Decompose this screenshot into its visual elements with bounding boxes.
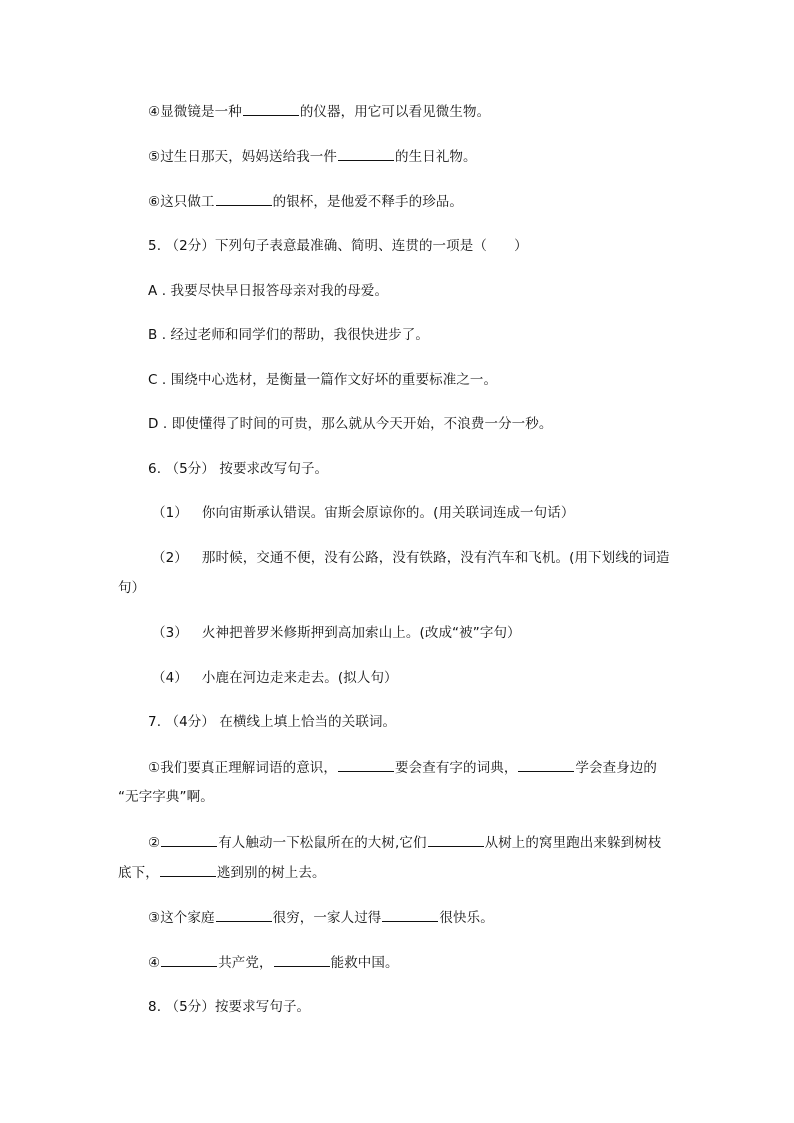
q7-item-2-c: 从树上的窝里跑出来躲到树枝: [484, 835, 662, 851]
q7-item-2-cont: [118, 862, 326, 883]
q7-item-3: [148, 907, 494, 928]
q7-item-1-b: 要会查有字的词典，: [395, 760, 518, 776]
q6-sub-2-cont: 句）: [118, 580, 146, 596]
q4-item-4-pre: ④显微镜是一种: [148, 104, 242, 120]
answer-blank[interactable]: [338, 146, 394, 161]
q6-sub-3: [152, 623, 521, 643]
answer-blank[interactable]: [518, 757, 574, 772]
q6-sub-4-text: 小鹿在河边走来走去。(拟人句）: [201, 670, 398, 686]
q6-sub-1-num: （1）: [152, 505, 188, 521]
q7-item-2: [148, 832, 661, 853]
q5-option-c[interactable]: C . 围绕中心选材，是衡量一篇作文好坏的重要标准之一。: [148, 372, 498, 388]
answer-blank[interactable]: [243, 101, 299, 116]
q7-item-3-a: ③这个家庭: [148, 910, 215, 926]
q7-item-1: [148, 757, 657, 778]
q6-sub-3-num: （3）: [152, 625, 188, 641]
q4-item-6: [148, 191, 463, 212]
q6-sub-3-text: 火神把普罗米修斯押到高加索山上。(改成“被”字句）: [201, 625, 521, 641]
q6-sub-2: [152, 548, 670, 568]
q5-option-d[interactable]: D . 即使懂得了时间的可贵，那么就从今天开始，不浪费一分一秒。: [148, 416, 553, 432]
q5-stem: 5. （2分）下列句子表意最准确、简明、连贯的一项是（ ）: [148, 238, 528, 254]
q8-stem: 8. （5分）按要求写句子。: [148, 999, 311, 1015]
q5-option-a[interactable]: A . 我要尽快早日报答母亲对我的母爱。: [148, 283, 389, 299]
answer-blank[interactable]: [382, 907, 438, 922]
answer-blank[interactable]: [160, 862, 216, 877]
q4-item-5-post: 的生日礼物。: [395, 149, 477, 165]
q4-item-5: [148, 146, 477, 167]
q7-item-4-c: 能救中国。: [330, 955, 399, 971]
q7-item-4-b: 共产党，: [218, 955, 273, 971]
q7-item-1-a: ①我们要真正理解词语的意识，: [148, 760, 338, 776]
q4-item-4: [148, 101, 490, 122]
answer-blank[interactable]: [274, 952, 330, 967]
q6-sub-4-num: （4）: [152, 670, 188, 686]
q4-item-5-pre: ⑤过生日那天，妈妈送给我一件: [148, 149, 338, 165]
q4-item-6-pre: ⑥这只做工: [148, 194, 215, 210]
q7-stem: 7. （4分） 在横线上填上恰当的关联词。: [148, 714, 397, 730]
answer-blank[interactable]: [161, 952, 217, 967]
q6-sub-4: [152, 668, 398, 688]
q4-item-4-post: 的仪器，用它可以看见微生物。: [299, 104, 491, 120]
answer-blank[interactable]: [216, 907, 272, 922]
q7-item-4: [148, 952, 399, 973]
q4-item-6-post: 的银杯，是他爱不释手的珍品。: [272, 194, 464, 210]
q7-item-1-cont: “无字字典”啊。: [118, 789, 214, 805]
answer-blank[interactable]: [161, 832, 217, 847]
q6-sub-2-num: （2）: [152, 550, 188, 566]
q7-item-2-a: ②: [148, 835, 161, 851]
q6-sub-1: [152, 503, 574, 523]
q5-option-b[interactable]: B . 经过老师和同学们的帮助，我很快进步了。: [148, 327, 429, 343]
q7-item-4-a: ④: [148, 955, 161, 971]
q7-item-2-b: 有人触动一下松鼠所在的大树,它们: [218, 835, 427, 851]
q7-item-3-b: 很穷，一家人过得: [272, 910, 382, 926]
answer-blank[interactable]: [216, 191, 272, 206]
q7-item-2-cont-b: 逃到别的树上去。: [216, 865, 326, 881]
q7-item-3-c: 很快乐。: [439, 910, 494, 926]
q6-sub-2-text: 那时候，交通不便，没有公路，没有铁路，没有汽车和飞机。(用下划线的词造: [201, 550, 670, 566]
answer-blank[interactable]: [428, 832, 484, 847]
q6-sub-1-text: 你向宙斯承认错误。宙斯会原谅你的。(用关联词连成一句话）: [201, 505, 575, 521]
answer-blank[interactable]: [338, 757, 394, 772]
q7-item-2-cont-a: 底下，: [118, 865, 159, 881]
q7-item-1-c: 学会查身边的: [575, 760, 658, 776]
q6-stem: 6. （5分） 按要求改写句子。: [148, 461, 329, 477]
